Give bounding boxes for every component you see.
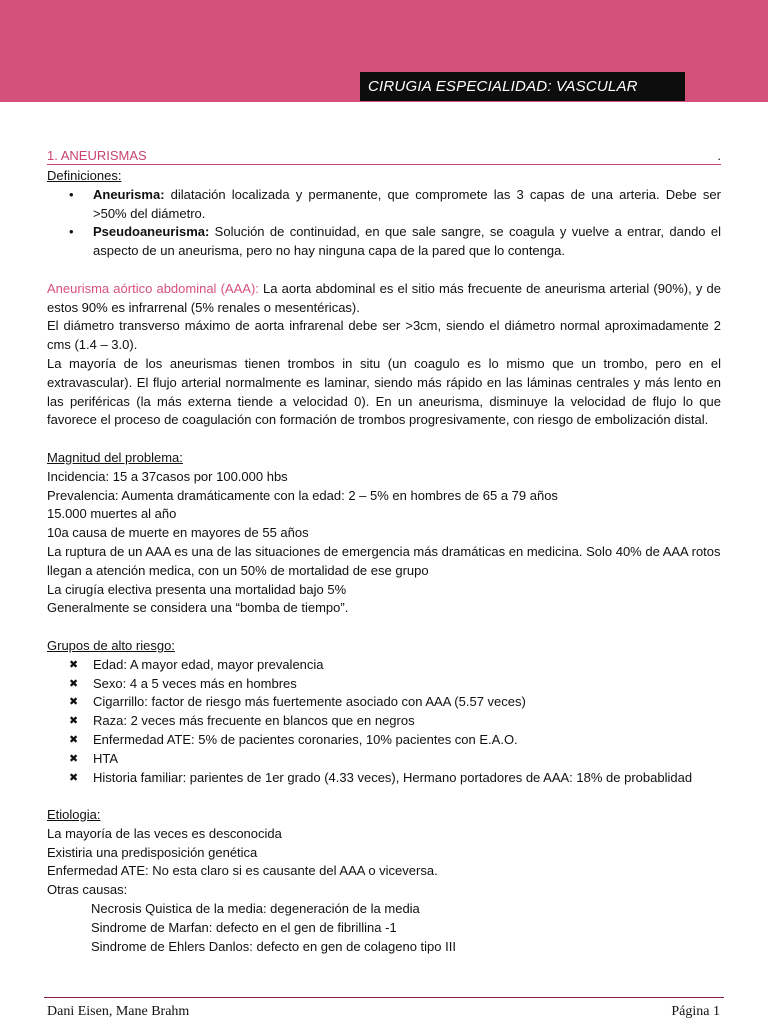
- risk-item-text: Edad: A mayor edad, mayor prevalencia: [93, 656, 324, 672]
- bullet-icon: •: [69, 186, 74, 202]
- definitions-title: Definiciones:: [47, 168, 122, 183]
- risk-item: [47, 712, 721, 731]
- risk-item: [47, 693, 721, 712]
- risk-item-text: Cigarrillo: factor de riesgo más fuertemente asociado con AAA (5.57 veces): [93, 694, 526, 710]
- magnitude-line: Prevalencia: Aumenta dramáticamente con la edad: 2 – 5% en hombres de 65 a 79 años: [47, 487, 558, 503]
- magnitude-line: 15.000 muertes al año: [47, 506, 177, 522]
- document-title: CIRUGIA ESPECIALIDAD: VASCULAR: [360, 72, 685, 101]
- cross-bullet-icon: ✖: [69, 715, 79, 728]
- risk-item: [47, 656, 721, 675]
- section-heading-text: 1. ANEURISMAS: [47, 148, 147, 163]
- definition-item: [47, 223, 721, 261]
- other-cause: Necrosis Quistica de la media: degeneración de la media: [91, 901, 420, 917]
- etiology-line: Otras causas:: [47, 882, 128, 898]
- magnitude-line: 10a causa de muerte en mayores de 55 años: [47, 525, 309, 541]
- aaa-paragraph: [47, 280, 721, 318]
- magnitude-line: La cirugía electiva presenta una mortalidad bajo 5%: [47, 581, 347, 597]
- cross-bullet-icon: ✖: [69, 752, 79, 765]
- definition-item: [47, 186, 721, 224]
- bullet-icon: •: [69, 224, 74, 240]
- definition-term: Pseudoaneurisma:: [93, 224, 210, 240]
- magnitude-title: Magnitud del problema:: [47, 449, 183, 465]
- cross-bullet-icon: ✖: [69, 658, 79, 671]
- footer-authors: Dani Eisen, Mane Brahm: [47, 1004, 190, 1019]
- etiology-line: La mayoría de las veces es desconocida: [47, 825, 282, 841]
- footer-page-number: Página 1: [671, 1004, 720, 1019]
- footer-divider: [44, 997, 724, 998]
- document-body: [47, 148, 721, 956]
- risk-item-text: Historia familiar: parientes de 1er grado (4.33 veces), Hermano portadores de AAA: 18% de probablidad: [93, 769, 693, 785]
- definition-text: dilatación localizada y permanente, que compromete las 3 capas de una arteria. Debe ser >50% del diámetro.: [93, 186, 721, 221]
- aaa-text: La aorta abdominal es el sitio más frecuente de aneurisma arterial (90%), y de estos 90% es infrarrenal (5% renales o mesentéricas).: [47, 280, 721, 315]
- aaa-paragraph: La mayoría de los aneurismas tienen trombos in situ (un coagulo es lo mismo que un trombo, pero en el extravascular). El flujo arterial normalmente es laminar, siendo más rápido en las láminas centrales y más lento en las periféricas (la más externa tiende a velocidad 0). En un aneurisma, disminuye la velocidad de flujo lo que favorece el proceso de coagulación con formación de trombos progresivamente, con riesgo de embolización distal.: [47, 355, 721, 428]
- definitions-list: [47, 186, 721, 261]
- section-heading-end: .: [717, 148, 721, 163]
- etiology-title: Etiologia:: [47, 807, 101, 823]
- risk-item: [47, 769, 721, 788]
- section-heading: [47, 148, 721, 165]
- etiology-line: Existiria una predisposición genética: [47, 844, 258, 860]
- risk-item: [47, 675, 721, 694]
- other-cause: Sindrome de Marfan: defecto en el gen de fibrillina -1: [91, 919, 397, 935]
- risk-item-text: Enfermedad ATE: 5% de pacientes coronaries, 10% pacientes con E.A.O.: [93, 731, 518, 747]
- risk-title: Grupos de alto riesgo:: [47, 637, 175, 653]
- cross-bullet-icon: ✖: [69, 696, 79, 709]
- definition-term: Aneurisma:: [93, 186, 165, 202]
- magnitude-line: Incidencia: 15 a 37casos por 100.000 hbs: [47, 468, 288, 484]
- cross-bullet-icon: ✖: [69, 677, 79, 690]
- aaa-paragraph: El diámetro transverso máximo de aorta infrarenal debe ser >3cm, siendo el diámetro normal aproximadamente 2 cms (1.4 – 3.0).: [47, 318, 721, 353]
- risk-item: [47, 750, 721, 769]
- definition-text: Solución de continuidad, en que sale sangre, se coagula y vuelve a entrar, dando el aspecto de un aneurisma, pero no hay ninguna capa de la pared que lo contenga.: [93, 224, 721, 259]
- risk-item-text: Sexo: 4 a 5 veces más en hombres: [93, 675, 297, 691]
- other-cause: Sindrome de Ehlers Danlos: defecto en gen de colageno tipo III: [91, 938, 456, 954]
- risk-list: [47, 656, 721, 788]
- risk-item: [47, 731, 721, 750]
- cross-bullet-icon: ✖: [69, 771, 79, 784]
- cross-bullet-icon: ✖: [69, 733, 79, 746]
- risk-item-text: Raza: 2 veces más frecuente en blancos que en negros: [93, 713, 415, 729]
- etiology-line: Enfermedad ATE: No esta claro si es causante del AAA o viceversa.: [47, 863, 438, 879]
- risk-item-text: HTA: [93, 750, 119, 766]
- aaa-title: Aneurisma aórtico abdominal (AAA):: [47, 280, 259, 296]
- magnitude-line: Generalmente se considera una “bomba de tiempo”.: [47, 600, 349, 616]
- magnitude-line: La ruptura de un AAA es una de las situaciones de emergencia más dramáticas en medicina. Solo 40% de AAA rotos llegan a atención medica, con un 50% de mortalidad de ese grupo: [47, 543, 721, 578]
